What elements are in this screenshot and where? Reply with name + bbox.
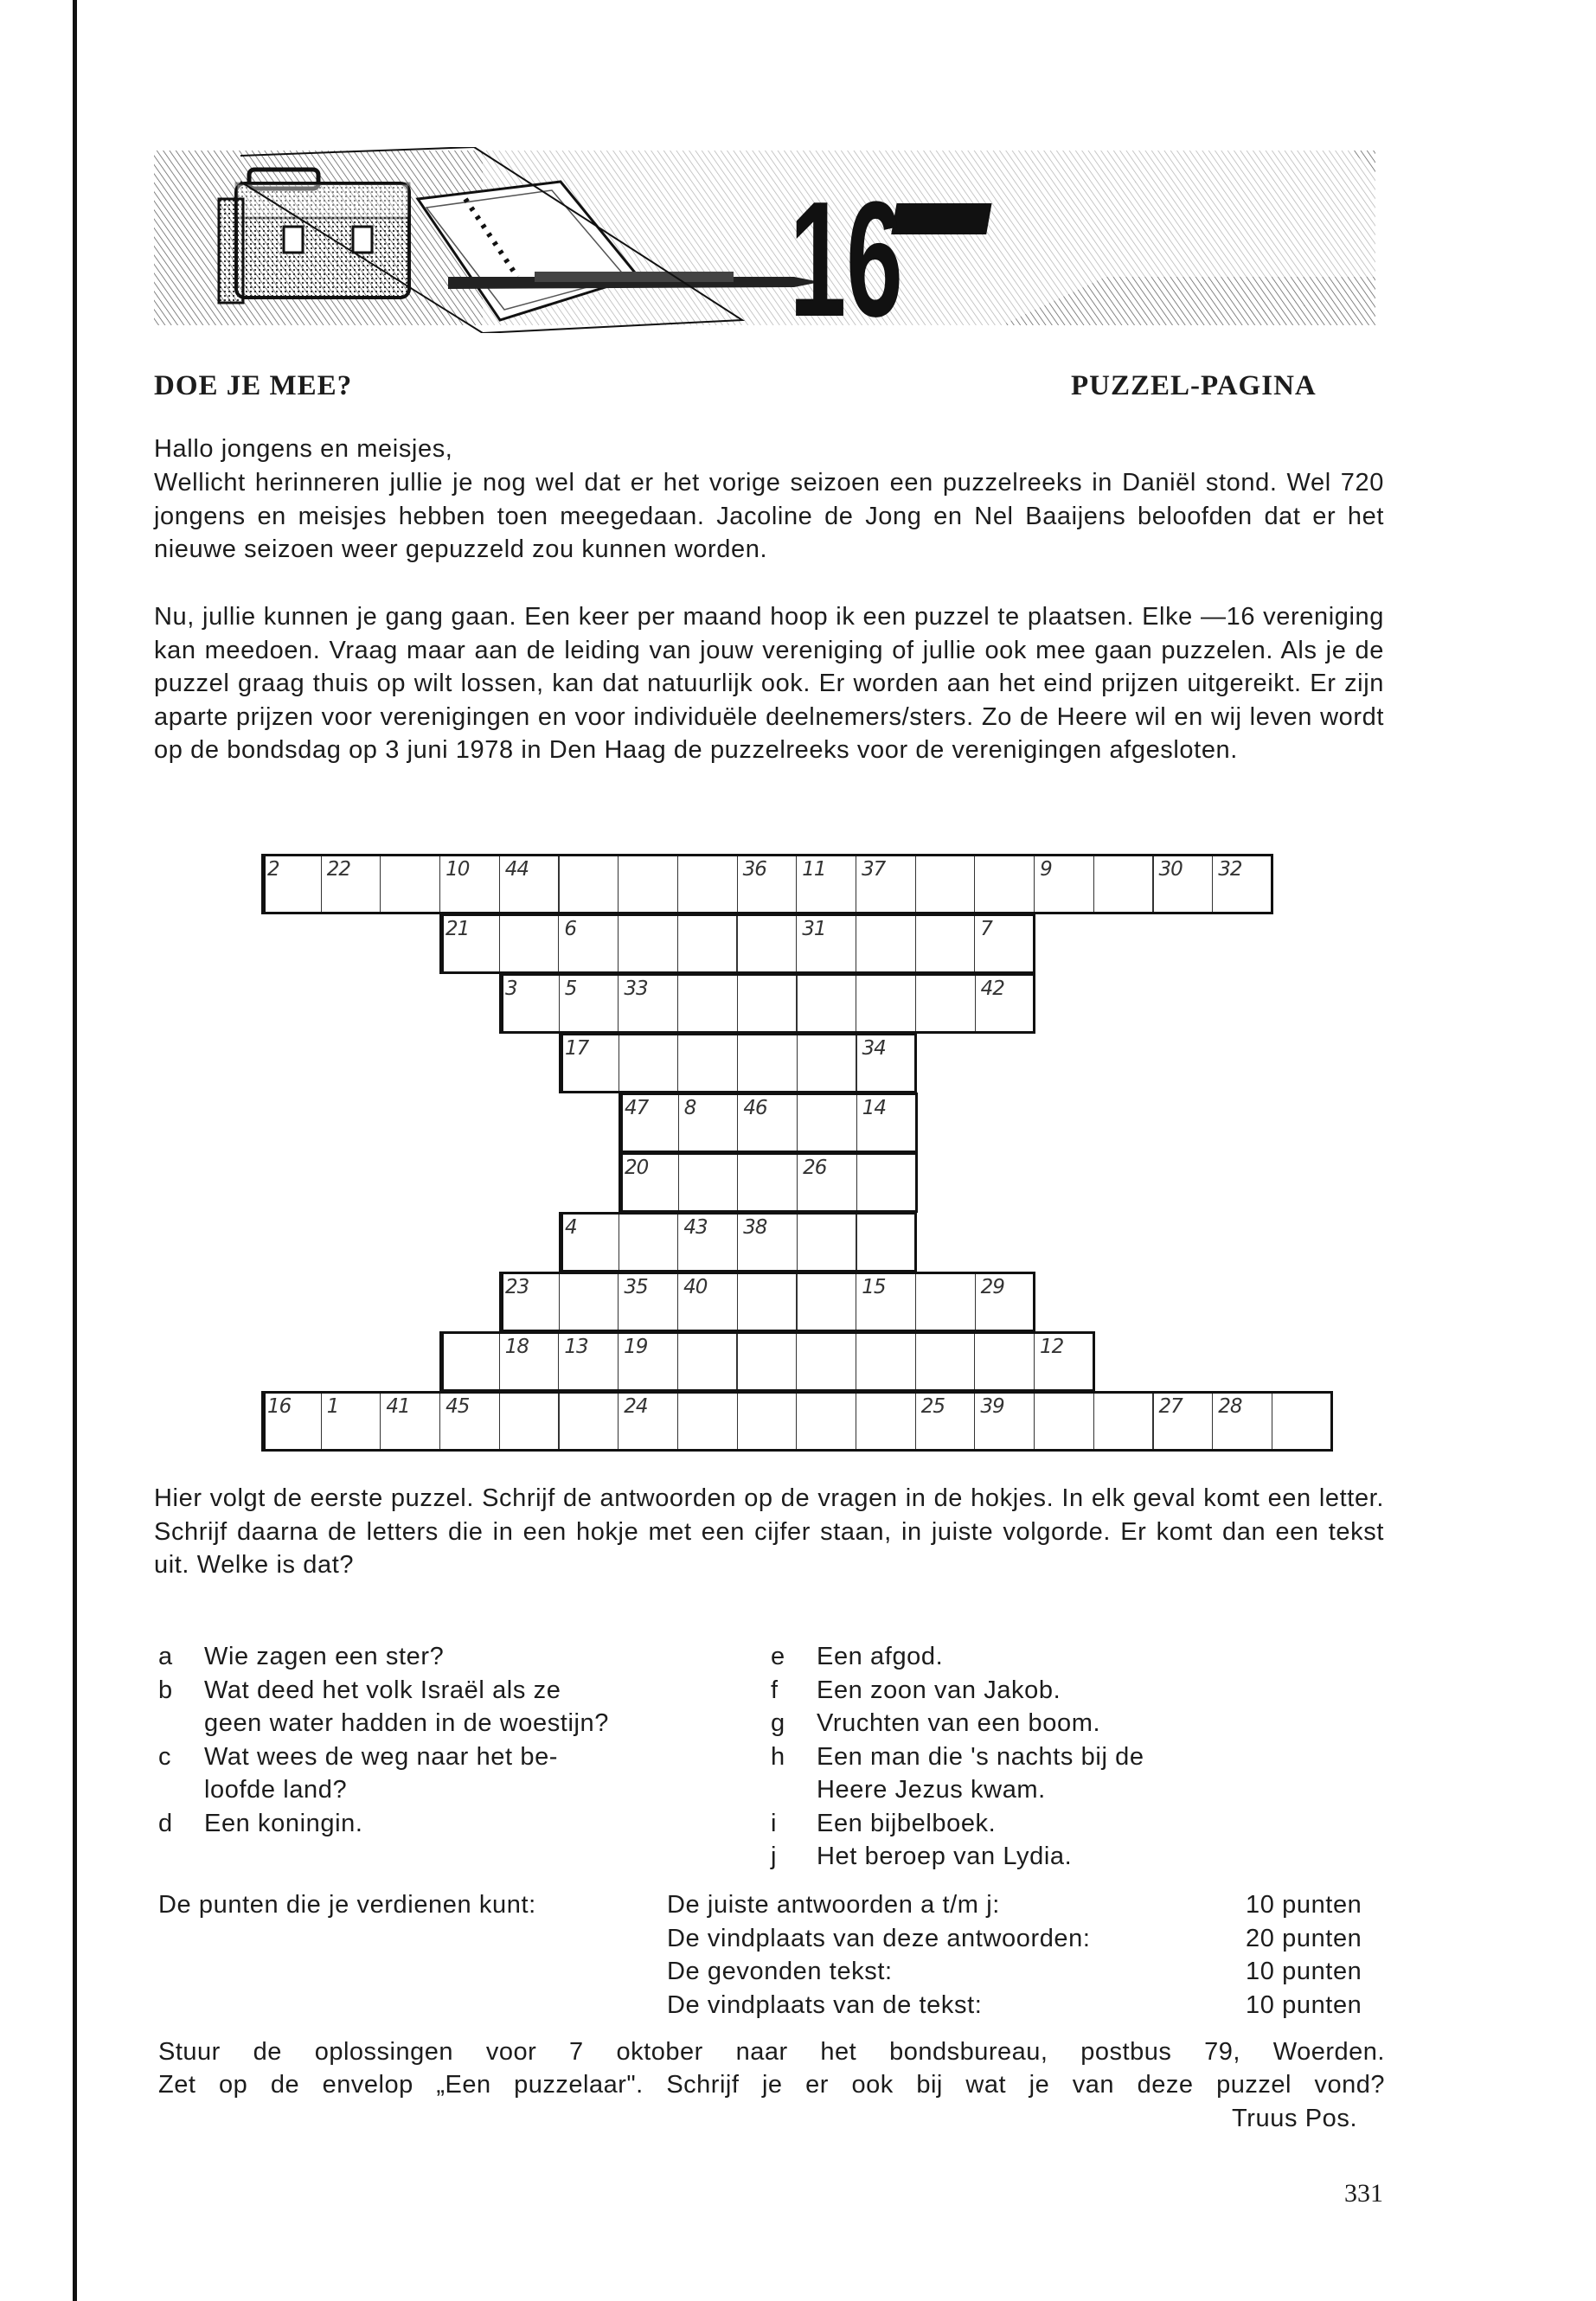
crossword-cell[interactable] [856, 1331, 916, 1391]
question-e [771, 1640, 1307, 1674]
cell-number: 25 [920, 1395, 945, 1418]
question-letter: h [771, 1742, 785, 1771]
crossword-cell[interactable] [499, 913, 560, 973]
points-label: De juiste antwoorden a t/m j: [667, 1891, 1000, 1919]
points-label: De vindplaats van deze antwoorden: [667, 1924, 1091, 1952]
cell-number: 43 [683, 1216, 708, 1239]
crossword-cell[interactable] [499, 1331, 560, 1391]
question-letter: i [771, 1809, 778, 1837]
question-text: loofde land? [204, 1776, 348, 1804]
question-letter: f [771, 1676, 779, 1704]
cell-number: 15 [862, 1276, 886, 1298]
crossword-cell[interactable] [618, 913, 678, 973]
question-text: Een koningin. [204, 1809, 363, 1837]
cell-number: 16 [267, 1395, 292, 1418]
crossword-cell[interactable] [677, 1272, 738, 1331]
cell-number: 27 [1158, 1395, 1183, 1418]
cell-number: 44 [504, 858, 529, 881]
points-value: 10 punten [1246, 1891, 1362, 1919]
cell-number: 46 [743, 1097, 767, 1119]
crossword-cell[interactable] [796, 854, 856, 913]
crossword-cell[interactable] [915, 854, 976, 913]
crossword-cell[interactable] [380, 854, 440, 913]
crossword-cell[interactable] [677, 913, 738, 973]
crossword-cell[interactable] [618, 973, 678, 1033]
question-a [158, 1640, 695, 1674]
cell-number: 6 [564, 918, 577, 940]
question-text: Een zoon van Jakob. [817, 1676, 1061, 1704]
crossword-cell[interactable] [559, 854, 619, 913]
crossword-cell[interactable] [975, 973, 1035, 1033]
banner-illustration [154, 147, 1375, 333]
cell-number: 19 [624, 1336, 648, 1358]
crossword-cell[interactable] [975, 1272, 1035, 1331]
crossword-cell[interactable] [974, 854, 1035, 913]
crossword-cell[interactable] [439, 913, 500, 973]
crossword-cell[interactable] [499, 854, 560, 913]
cell-number: 40 [683, 1276, 708, 1298]
crossword-cell[interactable] [1034, 1391, 1094, 1451]
cell-number: 7 [980, 918, 992, 940]
crossword-cell[interactable] [678, 1093, 739, 1152]
question-text: Vruchten van een boom. [817, 1709, 1101, 1737]
crossword-cell[interactable] [1034, 1331, 1094, 1391]
crossword-cell[interactable] [915, 973, 976, 1033]
cell-number: 47 [625, 1097, 649, 1119]
question-text: Heere Jezus kwam. [817, 1776, 1046, 1804]
crossword-cell[interactable] [737, 1391, 798, 1451]
crossword-cell[interactable] [439, 1331, 500, 1391]
points-intro: De punten die je verdienen kunt: [158, 1891, 536, 1919]
question-text: Wat deed het volk Israël als ze [204, 1676, 561, 1704]
cell-number: 32 [1218, 858, 1242, 881]
question-i [771, 1807, 1307, 1841]
question-letter: e [771, 1643, 785, 1670]
intro-paragraph-2: Nu, jullie kunnen je gang gaan. Een keer per maand hoop ik een puzzel te plaatsen. Elke —16 vereniging kan meedoen. Vraag maar aan de leiding van jouw vereniging of jullie ook mee gaan puzzelen. Als je de puzzel graag thuis op wilt lossen, kan dat natuurlijk ook. Er worden aan het eind prijzen uitgereikt. Er zijn aparte prijzen voor verenigingen en voor individuële deelnemers/sters. Zo de Heere wil en wij leven wordt op de bondsdag op 3 juni 1978 in Den Haag de puzzelreeks voor de verenigingen afgesloten. [154, 603, 1384, 764]
question-b [158, 1674, 695, 1740]
cell-number: 37 [862, 858, 886, 881]
crossword-cell[interactable] [619, 1093, 679, 1152]
question-c [158, 1740, 695, 1807]
crossword-cell[interactable] [619, 1033, 679, 1093]
question-g [771, 1707, 1307, 1740]
cell-number: 21 [445, 918, 470, 940]
crossword-cell[interactable] [737, 1212, 798, 1272]
header-banner [154, 147, 1375, 333]
cell-number: 10 [445, 858, 470, 881]
crossword-cell[interactable] [618, 854, 678, 913]
crossword-cell[interactable] [559, 1391, 619, 1451]
crossword-cell[interactable] [1153, 854, 1214, 913]
cell-number: 33 [624, 977, 648, 1000]
intro-greeting: Hallo jongens en meisjes, [154, 435, 453, 463]
cell-number: 9 [1040, 858, 1052, 881]
cell-number: 11 [802, 858, 826, 881]
crossword-cell[interactable] [974, 1391, 1035, 1451]
crossword-cell[interactable] [915, 1272, 976, 1331]
cell-number: 38 [743, 1216, 767, 1239]
page-number: 331 [1344, 2179, 1383, 2208]
question-d [158, 1807, 695, 1841]
crossword-cell[interactable] [559, 973, 619, 1033]
crossword-cell[interactable] [499, 1391, 560, 1451]
crossword-cell[interactable] [619, 1212, 679, 1272]
cell-number: 29 [980, 1276, 1004, 1298]
page-margin-line [73, 0, 77, 2301]
crossword-cell[interactable] [856, 1272, 916, 1331]
crossword-cell[interactable] [559, 1212, 619, 1272]
crossword-cell[interactable] [1212, 1391, 1272, 1451]
crossword-cell[interactable] [737, 913, 798, 973]
crossword-cell[interactable] [261, 854, 322, 913]
crossword-cell[interactable] [737, 973, 798, 1033]
crossword-cell[interactable] [797, 1272, 857, 1331]
cell-number: 22 [326, 858, 350, 881]
instructions-text: Hier volgt de eerste puzzel. Schrijf de antwoorden op de vragen in de hokjes. In elk geval komt een letter. Schrijf daarna de letters die in een hokje met een cijfer staan, in juiste volgorde. Er komt dan een tekst uit. Welke is dat? [154, 1484, 1384, 1579]
question-letter: j [771, 1843, 778, 1870]
closing-line-1: Stuur de oplossingen voor 7 oktober naar het bondsbureau, postbus 79, Woerden. [158, 2038, 1385, 2066]
cell-number: 24 [624, 1395, 648, 1418]
cell-number: 30 [1158, 858, 1183, 881]
cell-number: 18 [504, 1336, 529, 1358]
crossword-cell[interactable] [737, 1093, 798, 1152]
crossword-cell[interactable] [439, 1391, 500, 1451]
cell-number: 17 [565, 1037, 589, 1060]
crossword-cell[interactable] [559, 1272, 619, 1331]
crossword-cell[interactable] [797, 1093, 857, 1152]
crossword-cell[interactable] [618, 1331, 678, 1391]
crossword-cell[interactable] [618, 1272, 678, 1331]
cell-number: 3 [505, 977, 517, 1000]
cell-number: 8 [683, 1097, 696, 1119]
cell-number: 42 [980, 977, 1004, 1000]
crossword-cell[interactable] [618, 1391, 678, 1451]
crossword-cell[interactable] [558, 913, 619, 973]
crossword-cell[interactable] [439, 854, 500, 913]
crossword-cell[interactable] [974, 1331, 1035, 1391]
question-letter: g [771, 1709, 785, 1737]
question-text: Een afgod. [817, 1643, 944, 1670]
title-left: DOE JE MEE? [154, 370, 353, 401]
cell-number: 36 [742, 858, 766, 881]
question-text: geen water hadden in de woestijn? [204, 1709, 610, 1737]
question-text: Een man die 's nachts bij de [817, 1742, 1144, 1771]
closing-line-2: Zet op de envelop „Een puzzelaar". Schrijf je er ook bij wat je van deze puzzel vond? [158, 2071, 1385, 2099]
crossword-cell[interactable] [1034, 854, 1094, 913]
question-j [771, 1840, 1307, 1874]
points-value: 10 punten [1246, 1958, 1362, 1985]
cell-number: 35 [624, 1276, 648, 1298]
crossword-cell[interactable] [1272, 1391, 1332, 1451]
crossword-cell[interactable] [321, 1391, 381, 1451]
intro-paragraph-1: Wellicht herinneren jullie je nog wel dat er het vorige seizoen een puzzelreeks in Daniël stond. Wel 720 jongens en meisjes hebben toen meegedaan. Jacoline de Jong en Nel Baaijens beloofden dat er het nieuwe seizoen weer gepuzzeld zou kunnen worden. [154, 469, 1384, 563]
points-value: 20 punten [1246, 1924, 1362, 1952]
crossword-cell[interactable] [737, 854, 798, 913]
crossword-cell[interactable] [677, 1391, 738, 1451]
crossword-cell[interactable] [796, 913, 856, 973]
crossword-cell[interactable] [797, 1152, 857, 1212]
crossword-cell[interactable] [974, 913, 1035, 973]
cell-number: 23 [505, 1276, 529, 1298]
banner-dash [891, 203, 991, 234]
crossword-cell[interactable] [1093, 854, 1154, 913]
question-letter: a [158, 1643, 173, 1670]
crossword-cell[interactable] [797, 1212, 857, 1272]
question-f [771, 1674, 1307, 1708]
crossword-cell[interactable] [856, 1391, 916, 1451]
crossword-cell[interactable] [677, 854, 738, 913]
points-value: 10 punten [1246, 1990, 1362, 2019]
crossword-cell[interactable] [559, 1033, 619, 1093]
crossword-cell[interactable] [796, 1331, 856, 1391]
crossword-cell[interactable] [856, 854, 916, 913]
crossword-cell[interactable] [1212, 854, 1272, 913]
crossword-cell[interactable] [915, 1331, 976, 1391]
cell-number: 45 [445, 1395, 470, 1418]
crossword-cell[interactable] [915, 913, 976, 973]
crossword-cell[interactable] [678, 1152, 739, 1212]
question-text: Wie zagen een ster? [204, 1643, 445, 1670]
cell-number: 31 [802, 918, 826, 940]
title-right: PUZZEL-PAGINA [1071, 370, 1317, 401]
question-letter: b [158, 1676, 173, 1704]
crossword-cell[interactable] [1093, 1391, 1154, 1451]
points-label: De gevonden tekst: [667, 1958, 893, 1985]
crossword-cell[interactable] [677, 973, 738, 1033]
banner-number: 16 [789, 168, 903, 333]
crossword-cell[interactable] [677, 1212, 738, 1272]
cell-number: 28 [1218, 1395, 1242, 1418]
crossword-cell[interactable] [856, 913, 916, 973]
question-letter: d [158, 1809, 173, 1837]
crossword-cell[interactable] [380, 1391, 440, 1451]
crossword-cell[interactable] [856, 1093, 917, 1152]
crossword-cell[interactable] [856, 1152, 917, 1212]
crossword-cell[interactable] [619, 1152, 679, 1212]
crossword-cell[interactable] [677, 1331, 738, 1391]
cell-number: 20 [625, 1157, 649, 1179]
crossword-cell[interactable] [737, 1272, 798, 1331]
crossword-cell[interactable] [797, 973, 857, 1033]
question-text: Een bijbelboek. [817, 1809, 997, 1837]
crossword-cell[interactable] [558, 1331, 619, 1391]
cell-number: 34 [862, 1037, 886, 1060]
crossword-cell[interactable] [499, 973, 560, 1033]
crossword-cell[interactable] [796, 1391, 856, 1451]
cell-number: 5 [564, 977, 577, 1000]
cell-number: 41 [386, 1395, 410, 1418]
briefcase-icon [219, 170, 409, 303]
cell-number: 4 [565, 1216, 577, 1239]
crossword-cell[interactable] [797, 1033, 857, 1093]
crossword-cell[interactable] [737, 1033, 798, 1093]
crossword-cell[interactable] [499, 1272, 560, 1331]
cell-number: 1 [326, 1395, 339, 1418]
crossword-cell[interactable] [856, 1033, 917, 1093]
author: Truus Pos. [1232, 2105, 1358, 2132]
crossword-cell[interactable] [856, 1212, 917, 1272]
question-h [771, 1740, 1307, 1807]
cell-number: 26 [803, 1157, 827, 1179]
crossword-cell[interactable] [1153, 1391, 1214, 1451]
cell-number: 12 [1040, 1336, 1064, 1358]
crossword-cell[interactable] [677, 1033, 738, 1093]
question-letter: c [158, 1742, 172, 1771]
cell-number: 13 [564, 1336, 588, 1358]
question-text: Wat wees de weg naar het be- [204, 1742, 559, 1771]
crossword-cell[interactable] [321, 854, 381, 913]
crossword-cell[interactable] [261, 1391, 322, 1451]
crossword-cell[interactable] [856, 973, 916, 1033]
question-text: Het beroep van Lydia. [817, 1843, 1073, 1870]
cell-number: 14 [862, 1097, 887, 1119]
cell-number: 2 [267, 858, 279, 881]
points-label: De vindplaats van de tekst: [667, 1990, 983, 2019]
crossword-cell[interactable] [737, 1152, 798, 1212]
crossword-cell[interactable] [737, 1331, 798, 1391]
cell-number: 39 [980, 1395, 1004, 1418]
crossword-cell[interactable] [915, 1391, 976, 1451]
